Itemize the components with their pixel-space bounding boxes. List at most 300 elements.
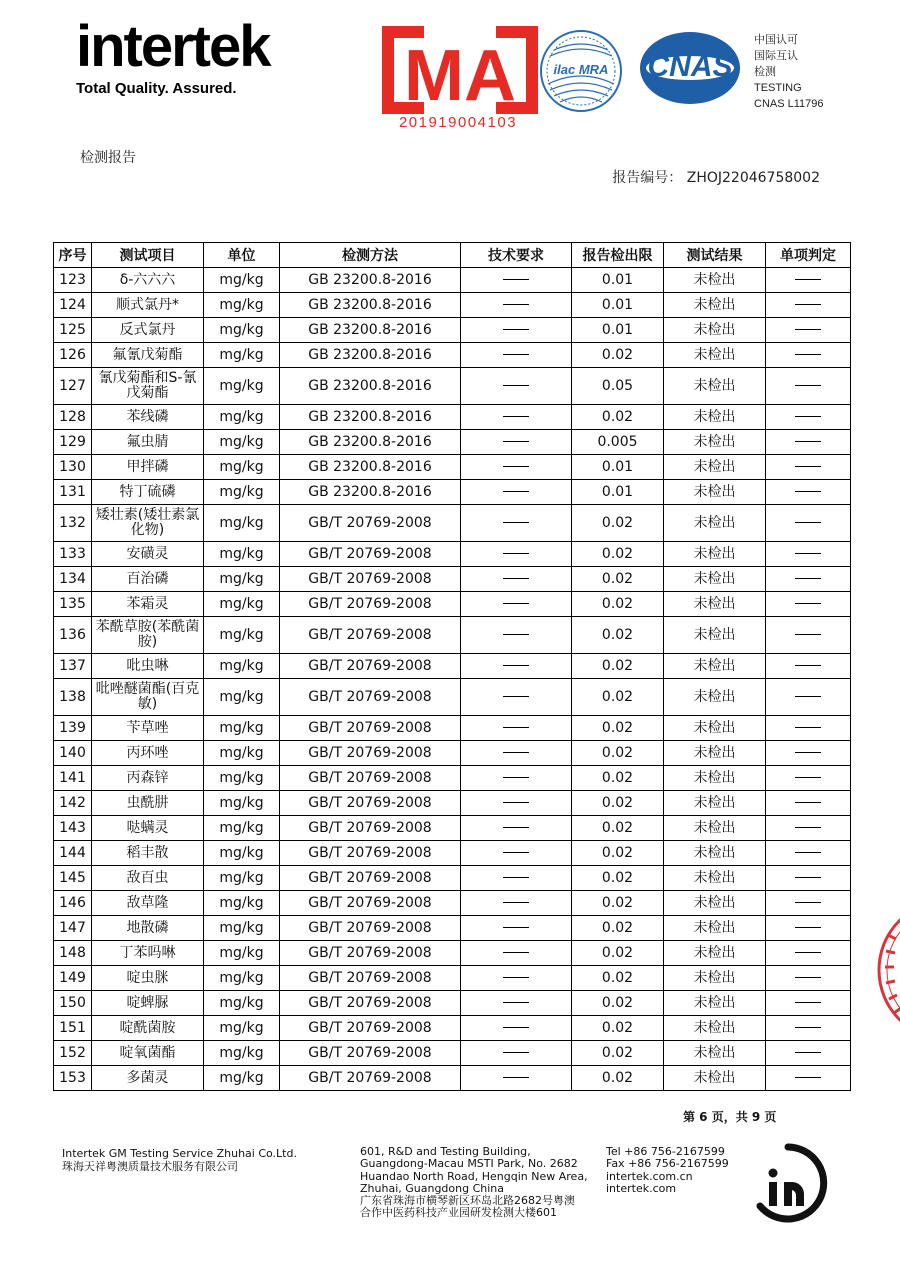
detection-limit-cell: 0.02 [572,654,664,679]
table-row [54,455,851,480]
unit-cell: mg/kg [204,766,280,791]
conclusion-cell [766,679,851,716]
detection-limit-cell: 0.02 [572,1041,664,1066]
company-name-en: Intertek GM Testing Service Zhuhai Co.Ltd. [62,1147,297,1160]
cnas-line: CNAS L11796 [754,98,824,110]
test-method-cell: GB/T 20769-2008 [280,966,461,991]
detection-limit-cell: 0.02 [572,816,664,841]
test-item-cell: 地散磷 [92,916,204,941]
test-result-cell: 未检出 [664,405,766,430]
footer-contact [606,1146,729,1195]
conclusion-cell [766,617,851,654]
row-number-cell: 147 [54,916,92,941]
cnas-line: 国际互认 [754,49,798,62]
address-line: Guangdong-Macau MSTI Park, No. 2682 [360,1157,578,1171]
test-item-cell: δ-六六六 [92,268,204,293]
dash-icon [503,578,529,579]
test-method-cell: GB/T 20769-2008 [280,1016,461,1041]
test-method-cell: GB/T 20769-2008 [280,916,461,941]
dash-icon [795,877,821,878]
detection-limit-cell: 0.005 [572,430,664,455]
table-row [54,405,851,430]
conclusion-cell [766,766,851,791]
conclusion-cell [766,368,851,405]
conclusion-cell [766,791,851,816]
dash-icon [503,927,529,928]
detection-limit-cell: 0.02 [572,567,664,592]
test-result-cell: 未检出 [664,1041,766,1066]
row-number-cell: 143 [54,816,92,841]
test-result-cell: 未检出 [664,991,766,1016]
conclusion-cell [766,405,851,430]
dash-icon [503,827,529,828]
unit-cell: mg/kg [204,343,280,368]
row-number-cell: 126 [54,343,92,368]
contact-website: intertek.com [606,1181,677,1195]
detection-limit-cell: 0.02 [572,1016,664,1041]
intertek-logo [76,14,270,97]
conclusion-cell [766,430,851,455]
dash-icon [795,902,821,903]
test-item-cell: 敌草隆 [92,891,204,916]
report-number: 报告编号： ZHOJ22046758002 [612,170,820,186]
test-item-cell: 吡虫啉 [92,654,204,679]
unit-cell: mg/kg [204,791,280,816]
test-item-cell: 多菌灵 [92,1066,204,1091]
table-row [54,679,851,716]
detection-limit-cell: 0.01 [572,293,664,318]
table-row [54,430,851,455]
test-result-cell: 未检出 [664,766,766,791]
conclusion-cell [766,318,851,343]
table-row [54,480,851,505]
conclusion-cell [766,505,851,542]
dash-icon [503,902,529,903]
dash-icon [503,852,529,853]
test-result-cell: 未检出 [664,791,766,816]
unit-cell: mg/kg [204,505,280,542]
table-row [54,816,851,841]
cnas-line: TESTING [754,82,802,94]
dash-icon [795,1052,821,1053]
test-item-cell: 甲拌磷 [92,455,204,480]
dash-icon [795,578,821,579]
table-row [54,941,851,966]
requirement-cell [461,293,572,318]
dash-icon [795,491,821,492]
company-name-cn: 珠海天祥粤澳质量技术服务有限公司 [62,1160,238,1173]
table-row [54,791,851,816]
conclusion-cell [766,567,851,592]
conclusion-cell [766,966,851,991]
detection-limit-cell: 0.02 [572,941,664,966]
unit-cell: mg/kg [204,268,280,293]
conclusion-cell [766,716,851,741]
header-cell: 单位 [204,243,280,268]
detection-limit-cell: 0.02 [572,766,664,791]
dash-icon [503,665,529,666]
row-number-cell: 134 [54,567,92,592]
test-result-cell: 未检出 [664,966,766,991]
detection-limit-cell: 0.02 [572,791,664,816]
test-method-cell: GB/T 20769-2008 [280,891,461,916]
detection-limit-cell: 0.05 [572,368,664,405]
requirement-cell [461,268,572,293]
dash-icon [795,827,821,828]
unit-cell: mg/kg [204,318,280,343]
test-method-cell: GB 23200.8-2016 [280,293,461,318]
test-result-cell: 未检出 [664,891,766,916]
requirement-cell [461,343,572,368]
header-cell: 报告检出限 [572,243,664,268]
conclusion-cell [766,991,851,1016]
row-number-cell: 138 [54,679,92,716]
unit-cell: mg/kg [204,567,280,592]
dash-icon [503,279,529,280]
detection-limit-cell: 0.02 [572,679,664,716]
test-result-cell: 未检出 [664,716,766,741]
unit-cell: mg/kg [204,455,280,480]
intertek-in-logo-icon [748,1143,828,1223]
test-result-cell: 未检出 [664,567,766,592]
dash-icon [503,329,529,330]
conclusion-cell [766,816,851,841]
row-number-cell: 149 [54,966,92,991]
test-result-cell: 未检出 [664,455,766,480]
test-item-cell: 苯酰草胺(苯酰菌胺) [92,617,204,654]
row-number-cell: 129 [54,430,92,455]
unit-cell: mg/kg [204,679,280,716]
test-item-cell: 哒螨灵 [92,816,204,841]
detection-limit-cell: 0.02 [572,741,664,766]
row-number-cell: 137 [54,654,92,679]
table-row [54,1066,851,1091]
test-item-cell: 矮壮素(矮壮素氯化物) [92,505,204,542]
test-item-cell: 敌百虫 [92,866,204,891]
cnas-logo-icon [636,28,744,108]
dash-icon [503,1052,529,1053]
test-item-cell: 苯线磷 [92,405,204,430]
table-row [54,343,851,368]
row-number-cell: 130 [54,455,92,480]
contact-tel: Tel +86 756-2167599 [606,1145,725,1158]
table-row [54,542,851,567]
test-method-cell: GB/T 20769-2008 [280,791,461,816]
row-number-cell: 142 [54,791,92,816]
row-number-cell: 123 [54,268,92,293]
table-body [54,268,851,1091]
test-item-cell: 啶氧菌酯 [92,1041,204,1066]
requirement-cell [461,480,572,505]
row-number-cell: 132 [54,505,92,542]
requirement-cell [461,592,572,617]
table-row [54,841,851,866]
test-result-cell: 未检出 [664,592,766,617]
ma-logo-text: MA [404,36,516,116]
header-cell: 测试项目 [92,243,204,268]
requirement-cell [461,1041,572,1066]
detection-limit-cell: 0.02 [572,966,664,991]
table-row [54,741,851,766]
requirement-cell [461,542,572,567]
requirement-cell [461,1016,572,1041]
dash-icon [795,1027,821,1028]
unit-cell: mg/kg [204,592,280,617]
cnas-logo-text: CNAS [647,50,733,83]
ilac-mra-logo-icon [538,28,624,114]
test-method-cell: GB 23200.8-2016 [280,430,461,455]
table-row [54,505,851,542]
dash-icon [795,665,821,666]
test-item-cell: 特丁硫磷 [92,480,204,505]
dash-icon [795,727,821,728]
table-row [54,891,851,916]
unit-cell: mg/kg [204,480,280,505]
dash-icon [503,441,529,442]
test-result-cell: 未检出 [664,941,766,966]
report-header [0,0,900,140]
conclusion-cell [766,1041,851,1066]
test-item-cell: 虫酰肼 [92,791,204,816]
header-cell: 技术要求 [461,243,572,268]
test-item-cell: 顺式氯丹* [92,293,204,318]
requirement-cell [461,716,572,741]
dash-icon [795,1077,821,1078]
conclusion-cell [766,343,851,368]
unit-cell: mg/kg [204,405,280,430]
test-method-cell: GB/T 20769-2008 [280,654,461,679]
test-method-cell: GB 23200.8-2016 [280,405,461,430]
detection-limit-cell: 0.02 [572,505,664,542]
unit-cell: mg/kg [204,654,280,679]
dash-icon [503,603,529,604]
requirement-cell [461,430,572,455]
cnas-line: 中国认可 [754,33,798,46]
dash-icon [503,1002,529,1003]
test-item-cell: 氟氰戊菊酯 [92,343,204,368]
dash-icon [503,416,529,417]
dash-icon [795,441,821,442]
table-row [54,766,851,791]
test-method-cell: GB/T 20769-2008 [280,617,461,654]
test-item-cell: 氰戊菊酯和S-氰戊菊酯 [92,368,204,405]
requirement-cell [461,654,572,679]
detection-limit-cell: 0.02 [572,891,664,916]
unit-cell: mg/kg [204,941,280,966]
requirement-cell [461,991,572,1016]
requirement-cell [461,505,572,542]
requirement-cell [461,816,572,841]
row-number-cell: 148 [54,941,92,966]
results-table [53,242,851,1091]
row-number-cell: 152 [54,1041,92,1066]
dash-icon [795,634,821,635]
dash-icon [503,491,529,492]
dash-icon [795,279,821,280]
test-method-cell: GB 23200.8-2016 [280,343,461,368]
table-row [54,617,851,654]
requirement-cell [461,791,572,816]
test-item-cell: 吡唑醚菌酯(百克敏) [92,679,204,716]
row-number-cell: 140 [54,741,92,766]
detection-limit-cell: 0.02 [572,592,664,617]
test-method-cell: GB 23200.8-2016 [280,480,461,505]
test-result-cell: 未检出 [664,318,766,343]
header-cell: 序号 [54,243,92,268]
row-number-cell: 127 [54,368,92,405]
page-number: 第 6 页，共 9 页 [683,1110,777,1124]
detection-limit-cell: 0.02 [572,405,664,430]
requirement-cell [461,617,572,654]
requirement-cell [461,941,572,966]
test-item-cell: 丁苯吗啉 [92,941,204,966]
detection-limit-cell: 0.02 [572,991,664,1016]
unit-cell: mg/kg [204,891,280,916]
test-method-cell: GB/T 20769-2008 [280,991,461,1016]
conclusion-cell [766,866,851,891]
dash-icon [503,752,529,753]
dash-icon [795,522,821,523]
detection-limit-cell: 0.02 [572,841,664,866]
test-item-cell: 安磺灵 [92,542,204,567]
conclusion-cell [766,891,851,916]
row-number-cell: 125 [54,318,92,343]
test-result-cell: 未检出 [664,1066,766,1091]
requirement-cell [461,567,572,592]
table-row [54,716,851,741]
detection-limit-cell: 0.01 [572,318,664,343]
test-method-cell: GB/T 20769-2008 [280,505,461,542]
requirement-cell [461,841,572,866]
conclusion-cell [766,1066,851,1091]
dash-icon [503,466,529,467]
test-result-cell: 未检出 [664,542,766,567]
row-number-cell: 144 [54,841,92,866]
test-method-cell: GB 23200.8-2016 [280,368,461,405]
table-row [54,268,851,293]
company-seal-icon [874,895,900,1045]
test-item-cell: 丙森锌 [92,766,204,791]
unit-cell: mg/kg [204,1016,280,1041]
table-row [54,318,851,343]
dash-icon [503,727,529,728]
dash-icon [503,977,529,978]
table-row [54,567,851,592]
dash-icon [503,522,529,523]
cma-number: 201919004103 [398,114,518,131]
row-number-cell: 141 [54,766,92,791]
brand-name: intertek [76,14,270,79]
table-row [54,866,851,891]
dash-icon [795,852,821,853]
dash-icon [795,752,821,753]
conclusion-cell [766,654,851,679]
row-number-cell: 150 [54,991,92,1016]
brand-tagline: Total Quality. Assured. [76,80,237,97]
table-row [54,1041,851,1066]
test-method-cell: GB/T 20769-2008 [280,679,461,716]
detection-limit-cell: 0.02 [572,716,664,741]
address-line: 广东省珠海市横琴新区环岛北路2682号粤澳 [360,1194,575,1208]
address-line: Zhuhai, Guangdong China [360,1181,505,1195]
table-row [54,991,851,1016]
test-method-cell: GB/T 20769-2008 [280,716,461,741]
dash-icon [795,1002,821,1003]
table-row [54,1016,851,1041]
unit-cell: mg/kg [204,1041,280,1066]
detection-limit-cell: 0.02 [572,916,664,941]
test-item-cell: 啶蜱脲 [92,991,204,1016]
dash-icon [503,802,529,803]
detection-limit-cell: 0.01 [572,268,664,293]
test-result-cell: 未检出 [664,816,766,841]
detection-limit-cell: 0.02 [572,542,664,567]
test-result-cell: 未检出 [664,343,766,368]
test-method-cell: GB/T 20769-2008 [280,941,461,966]
test-item-cell: 氟虫腈 [92,430,204,455]
contact-fax: Fax +86 756-2167599 [606,1157,729,1171]
cnas-line: 检测 [754,65,776,78]
test-result-cell: 未检出 [664,1016,766,1041]
test-result-cell: 未检出 [664,679,766,716]
dash-icon [795,696,821,697]
test-result-cell: 未检出 [664,268,766,293]
test-item-cell: 苯霜灵 [92,592,204,617]
conclusion-cell [766,1016,851,1041]
test-item-cell: 丙环唑 [92,741,204,766]
requirement-cell [461,741,572,766]
dash-icon [503,634,529,635]
unit-cell: mg/kg [204,991,280,1016]
dash-icon [795,385,821,386]
conclusion-cell [766,592,851,617]
test-method-cell: GB 23200.8-2016 [280,318,461,343]
dash-icon [503,952,529,953]
contact-website-cn: intertek.com.cn [606,1169,693,1183]
test-result-cell: 未检出 [664,617,766,654]
cma-logo-icon [380,24,540,116]
dash-icon [795,304,821,305]
test-result-cell: 未检出 [664,741,766,766]
unit-cell: mg/kg [204,916,280,941]
dash-icon [503,553,529,554]
test-result-cell: 未检出 [664,841,766,866]
cnas-accreditation-text [754,32,824,112]
dash-icon [503,1027,529,1028]
dash-icon [503,304,529,305]
dash-icon [795,329,821,330]
test-item-cell: 啶虫脒 [92,966,204,991]
conclusion-cell [766,293,851,318]
test-method-cell: GB/T 20769-2008 [280,1066,461,1091]
test-method-cell: GB/T 20769-2008 [280,1041,461,1066]
row-number-cell: 151 [54,1016,92,1041]
test-result-cell: 未检出 [664,866,766,891]
table-row [54,592,851,617]
conclusion-cell [766,741,851,766]
dash-icon [503,696,529,697]
row-number-cell: 133 [54,542,92,567]
row-number-cell: 135 [54,592,92,617]
unit-cell: mg/kg [204,542,280,567]
test-method-cell: GB/T 20769-2008 [280,816,461,841]
detection-limit-cell: 0.02 [572,343,664,368]
address-line: 601, R&D and Testing Building, [360,1145,531,1158]
test-result-cell: 未检出 [664,368,766,405]
row-number-cell: 139 [54,716,92,741]
unit-cell: mg/kg [204,430,280,455]
test-result-cell: 未检出 [664,654,766,679]
